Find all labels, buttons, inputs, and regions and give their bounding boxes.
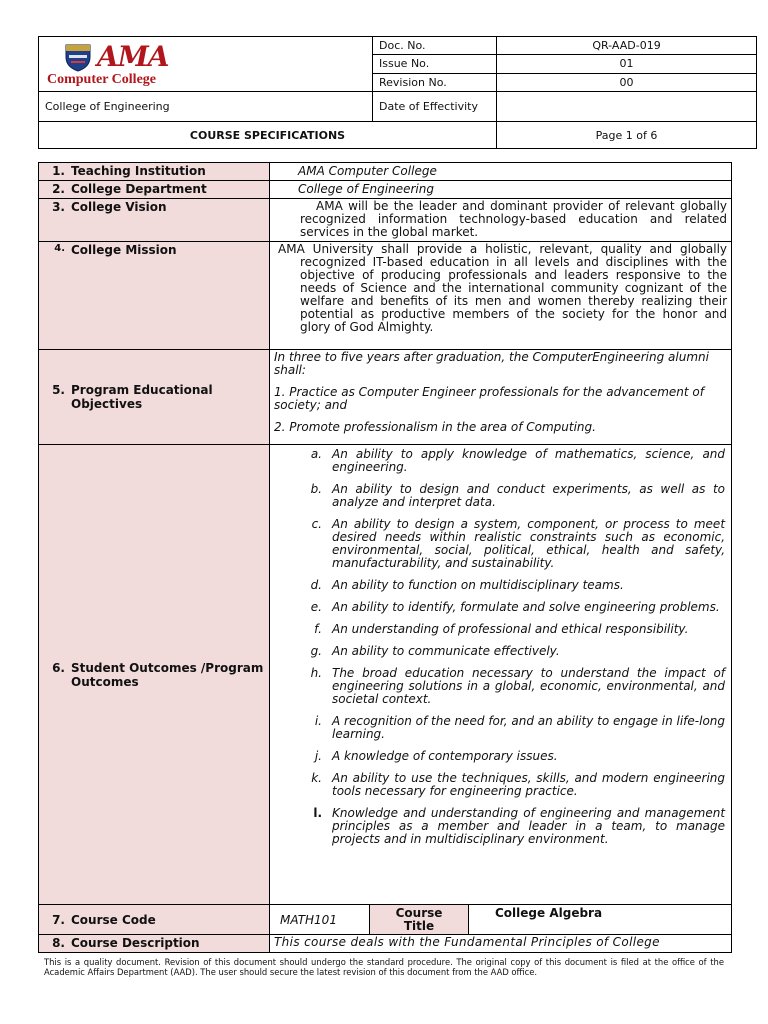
row-label: 7. Course Code <box>39 905 270 935</box>
college-unit: College of Engineering <box>39 92 373 122</box>
college-department-value: College of Engineering <box>270 181 732 199</box>
objectives-intro: In three to five years after graduation, the ComputerEngineering alumni shall: <box>274 350 709 377</box>
list-item: l. Knowledge and understanding of engineering and management principles as a member and leader in a team, to manage projects and in multidisciplinary environment. <box>313 806 726 846</box>
row-label: 1. Teaching Institution <box>39 163 270 181</box>
list-item: e. An ability to identify, formulate and solve engineering problems. <box>310 600 720 614</box>
table-row <box>39 242 732 350</box>
outcomes-list <box>274 448 727 846</box>
logo-text: AMA <box>97 40 169 73</box>
table-row <box>39 905 732 935</box>
course-code-value: MATH101 <box>270 905 370 935</box>
list-item: d. An ability to function on multidisciplinary teams. <box>310 578 624 592</box>
row-label: 2. College Department <box>39 181 270 199</box>
list-item: a. An ability to apply knowledge of mathematics, science, and engineering. <box>310 447 726 474</box>
course-title-value: College Algebra <box>469 905 732 935</box>
revision-value: 00 <box>497 73 757 91</box>
objective-item: 1. Practice as Computer Engineer professionals for the advancement of society; and <box>274 385 705 412</box>
row-label: 5. Program Educational Objectives <box>39 350 270 445</box>
issue-no-value: 01 <box>497 55 757 73</box>
student-outcomes-value <box>270 445 732 905</box>
issue-no-label: Issue No. <box>373 55 497 73</box>
teaching-institution-value: AMA Computer College <box>270 163 732 181</box>
course-description-value: This course deals with the Fundamental Principles of College <box>270 935 732 953</box>
list-item: k. An ability to use the techniques, skills, and modern engineering tools necessary for engineering practice. <box>311 771 726 798</box>
table-row <box>39 199 732 242</box>
college-mission-value: AMA University shall provide a holistic, relevant, quality and globally recognized IT-based education in all levels and disciplines with the objective of producing professionals and leaders responsive to the needs of Science and the international community cognizant of the welfare and benefits of its men and women thereby realizing their potential as productive members of the society for the honor and glory of God Almighty. <box>270 242 732 350</box>
list-item: h. The broad education necessary to understand the impact of engineering solutions in a global, economic, environmental, and societal context. <box>310 666 726 706</box>
table-row <box>39 350 732 445</box>
effectivity-value <box>497 92 757 122</box>
table-row <box>39 935 732 953</box>
ama-logo <box>45 42 366 72</box>
objective-item: 2. Promote professionalism in the area of Computing. <box>274 420 596 434</box>
row-label: 8. Course Description <box>39 935 270 953</box>
revision-label: Revision No. <box>373 73 497 91</box>
list-item: i. A recognition of the need for, and an ability to engage in life-long learning. <box>314 714 726 741</box>
program-objectives-value <box>270 350 732 445</box>
page-title: COURSE SPECIFICATIONS <box>39 122 497 149</box>
course-spec-table <box>38 162 732 953</box>
shield-icon <box>63 42 93 72</box>
table-row <box>39 181 732 199</box>
row-label: 3. College Vision <box>39 199 270 242</box>
row-label: 6. Student Outcomes /Program Outcomes <box>39 445 270 905</box>
list-item: g. An ability to communicate effectively. <box>310 644 560 658</box>
course-title-label: Course Title <box>370 905 469 935</box>
logo-cell <box>39 37 373 92</box>
table-row <box>39 445 732 905</box>
list-item: f. An understanding of professional and ethical responsibility. <box>314 622 689 636</box>
logo-subtext: Computer College <box>47 72 156 87</box>
quality-notice-footer: This is a quality document. Revision of this document should undergo the standard procedure. The original copy of this document is filed at the office of the Academic Affairs Department (AAD). The user should secure the latest revision of this document from the AAD office. <box>44 957 724 977</box>
doc-no-label: Doc. No. <box>373 37 497 55</box>
table-row <box>39 163 732 181</box>
doc-no-value: QR-AAD-019 <box>497 37 757 55</box>
college-vision-value: AMA will be the leader and dominant provider of relevant globally recognized information technology-based education and related services in the global market. <box>270 199 732 242</box>
list-item: c. An ability to design a system, component, or process to meet desired needs within realistic constraints such as economic, environmental, social, political, ethical, health and safety, manufacturability, and sustainability. <box>311 517 726 570</box>
list-item: b. An ability to design and conduct experiments, as well as to analyze and interpret data. <box>310 482 726 509</box>
row-label: 4. College Mission <box>39 242 270 350</box>
page-indicator: Page 1 of 6 <box>497 122 757 149</box>
document-header <box>38 36 757 149</box>
list-item: j. A knowledge of contemporary issues. <box>314 749 558 763</box>
effectivity-label: Date of Effectivity <box>373 92 497 122</box>
